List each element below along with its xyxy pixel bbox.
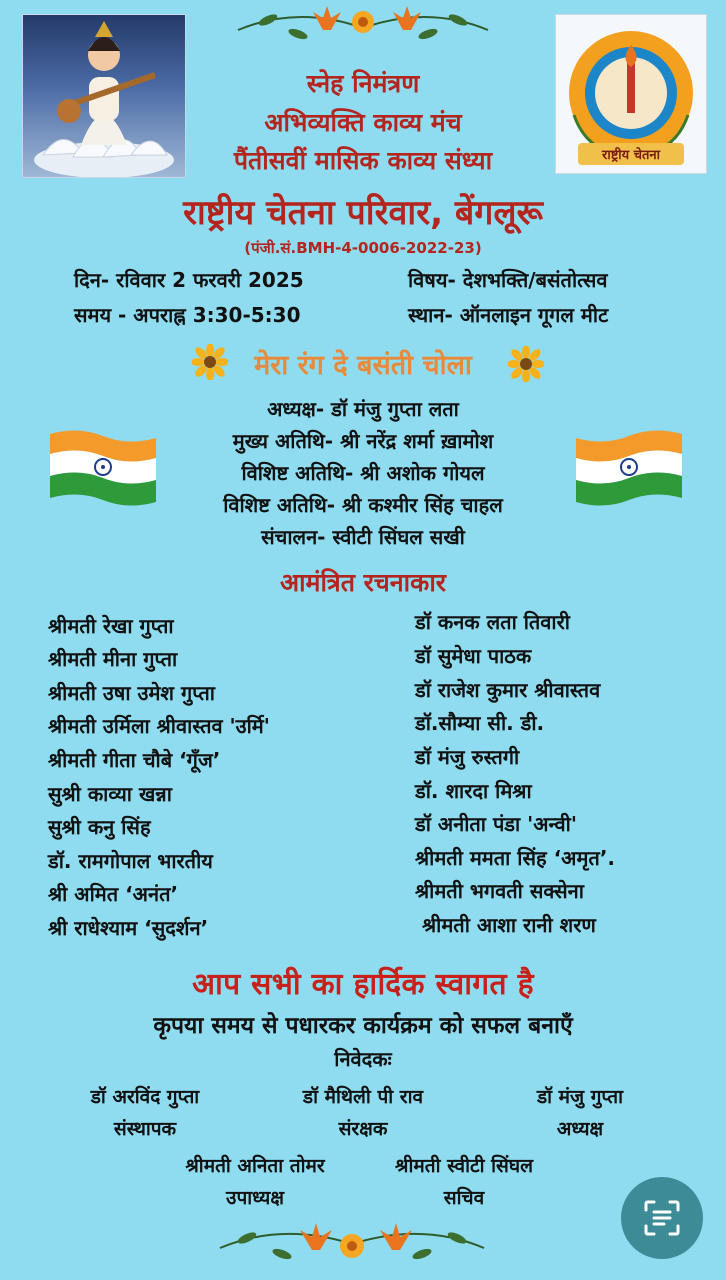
- slogan: मेरा रंग दे बसंती चोला: [254, 350, 472, 381]
- poet-right: डॉ सुमेधा पाठक: [415, 644, 532, 668]
- role-president: अध्यक्ष- डॉ मंजु गुप्ता लता: [267, 397, 459, 421]
- invitor-role: संरक्षक: [338, 1118, 388, 1140]
- poet-right: श्रीमती आशा रानी शरण: [422, 913, 596, 937]
- invitor-name: डॉ अरविंद गुप्ता: [90, 1086, 200, 1108]
- organization-name: राष्ट्रीय चेतना परिवार, बेंगलूरू: [183, 193, 543, 233]
- invitor-name: श्रीमती अनिता तोमर: [185, 1155, 325, 1177]
- invitors-title: निवेदकः: [334, 1047, 392, 1071]
- event-day: दिन- रविवार 2 फरवरी 2025: [74, 268, 304, 292]
- poet-left: सुश्री कनु सिंह: [48, 815, 151, 839]
- logo-text: राष्ट्रीय चेतना: [602, 148, 660, 163]
- floral-ornament-top: [228, 0, 498, 52]
- poet-left: श्रीमती मीना गुप्ता: [48, 647, 178, 671]
- poet-left: श्री अमित ‘अनंत’: [48, 882, 179, 906]
- forum-name: अभिव्यक्ति काव्य मंच: [264, 108, 462, 137]
- invitor-role: अध्यक्ष: [556, 1118, 604, 1140]
- poet-right: श्रीमती ममता सिंह ‘अमृत’.: [415, 846, 616, 870]
- role-anchor: संचालन- स्वीटी सिंघल सखी: [261, 525, 465, 549]
- poet-left: श्री राधेश्याम ‘सुदर्शन’: [48, 916, 209, 940]
- event-time: समय - अपराह्न 3:30-5:30: [74, 303, 301, 327]
- scan-text-button[interactable]: [621, 1177, 703, 1259]
- poet-right: डॉ. शारदा मिश्रा: [415, 779, 532, 803]
- invitation-title: स्नेह निमंत्रण: [306, 69, 420, 98]
- sunflower-icon: [508, 346, 544, 382]
- poet-right: डॉ अनीता पंडा 'अन्वी': [415, 812, 577, 836]
- registration-number: (पंजी.सं.BMH-4-0006-2022-23): [244, 239, 482, 257]
- poet-right: डॉ राजेश कुमार श्रीवास्तव: [415, 678, 601, 702]
- event-venue: स्थान- ऑनलाइन गूगल मीट: [408, 303, 609, 327]
- poet-right: श्रीमती भगवती सक्सेना: [415, 879, 584, 903]
- scan-text-icon: [642, 1198, 682, 1238]
- poet-left: श्रीमती उषा उमेश गुप्ता: [48, 681, 215, 705]
- invited-poets-title: आमंत्रित रचनाकार: [279, 568, 447, 597]
- role-special-guest-1: विशिष्ट अतिथि- श्री अशोक गोयल: [241, 461, 485, 485]
- invitor-role: सचिव: [443, 1187, 485, 1209]
- event-topic: विषय- देशभक्ति/बसंतोत्सव: [408, 268, 608, 292]
- invitor-role: उपाध्यक्ष: [226, 1187, 284, 1209]
- floral-ornament-bottom: [212, 1214, 492, 1274]
- request-message: कृपया समय से पधारकर कार्यक्रम को सफल बनाएँ: [153, 1013, 573, 1039]
- poet-right: डॉ कनक लता तिवारी: [415, 610, 570, 634]
- invitor-name: डॉ मंजु गुप्ता: [536, 1086, 624, 1108]
- poet-left: श्रीमती उर्मिला श्रीवास्तव 'उर्मि': [48, 714, 270, 738]
- poet-left: सुश्री काव्या खन्ना: [48, 782, 172, 806]
- invitor-name: श्रीमती स्वीटी सिंघल: [395, 1155, 533, 1177]
- poet-right: डॉ.सौम्या सी. डी.: [415, 711, 545, 735]
- role-chief-guest: मुख्य अतिथि- श्री नरेंद्र शर्मा ख़ामोश: [232, 429, 494, 453]
- event-name: पैंतीसवीं मासिक काव्य संध्या: [233, 146, 493, 175]
- poet-right: डॉ मंजु रुस्तगी: [415, 745, 520, 769]
- poet-left: डॉ. रामगोपाल भारतीय: [48, 849, 213, 873]
- invitor-name: डॉ मैथिली पी राव: [302, 1086, 424, 1108]
- role-special-guest-2: विशिष्ट अतिथि- श्री कश्मीर सिंह चाहल: [223, 493, 503, 517]
- poet-left: श्रीमती रेखा गुप्ता: [48, 614, 174, 638]
- poet-left: श्रीमती गीता चौबे ‘गूँज’: [48, 748, 221, 772]
- welcome-message: आप सभी का हार्दिक स्वागत है: [192, 967, 534, 1002]
- invitor-role: संस्थापक: [113, 1118, 177, 1140]
